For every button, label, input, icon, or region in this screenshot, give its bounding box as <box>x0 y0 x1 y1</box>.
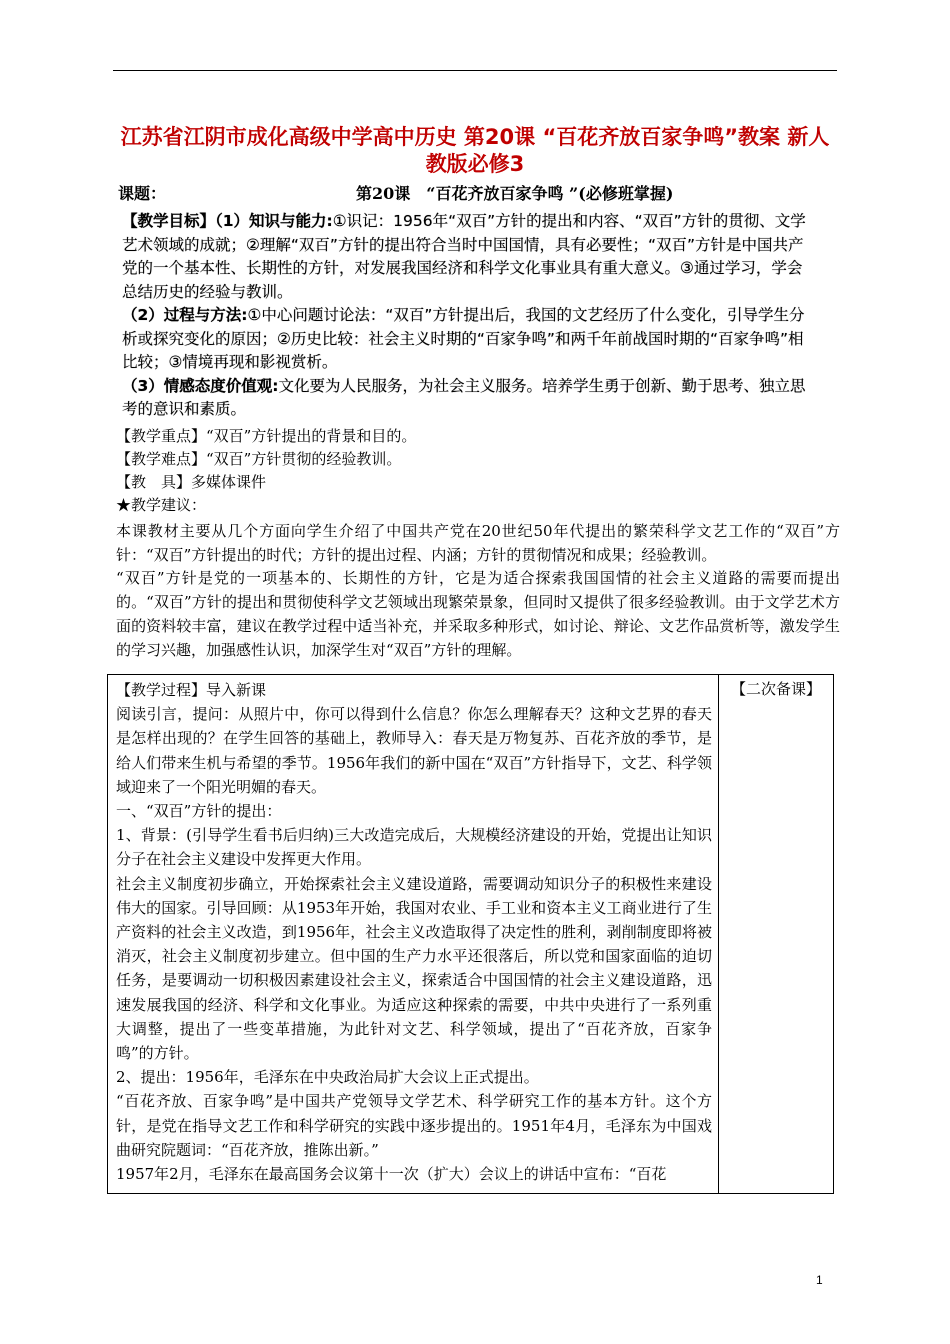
page-number: 1 <box>816 1273 823 1287</box>
key-info <box>116 425 840 517</box>
process-paragraph: 1957年2月，毛泽东在最高国务会议第十一次（扩大）会议上的讲话中宣布：“百花 <box>116 1165 667 1184</box>
tools: 【教 具】多媒体课件 <box>116 473 267 491</box>
goal-emotion-head: （3）情感态度价值观: <box>122 376 279 395</box>
process-paragraph: 1、背景：(引导学生看书后归纳)三大改造完成后，大规模经济建设的开始，党提出让知识分子在社会主义建设中发挥更大作用。 <box>116 826 712 869</box>
advice-heading: ★教学建议： <box>116 496 207 514</box>
key-point: 【教学重点】“双百”方针提出的背景和目的。 <box>116 427 417 445</box>
lesson-label: 课题： <box>118 184 167 203</box>
advice-paragraph: 本课教材主要从几个方面向学生介绍了中国共产党在20世纪50年代提出的繁荣科学文艺工作的“双百”方针：“双百”方针提出的时代；方针的提出过程、内涵；方针的贯彻情况和成果；经验教训。 <box>116 522 840 564</box>
advice-paragraph: “双百”方针是党的一项基本的、长期性的方针，它是为适合探索我国国情的社会主义道路的需要而提出的。“双百”方针的提出和贯彻使科学文艺领域出现繁荣景象，但同时又提供了很多经验教训。由于文学艺术方面的资料较丰富，建议在教学过程中适当补充，并采取多种形式，如讨论、辩论、文艺作品赏析等，激发学生的学习兴趣，加强感性认识，加深学生对“双百”方针的理解。 <box>116 569 840 659</box>
header-rule <box>113 70 837 71</box>
teaching-process-table <box>107 674 834 1194</box>
teaching-goals <box>122 210 812 422</box>
process-text <box>108 675 718 1186</box>
goal-process-text: ①中心问题讨论法：“双百”方针提出后，我国的文艺经历了什么变化，引导学生分析或探究变化的原因；②历史比较：社会主义时期的“百家争鸣”和两千年前战国时期的“百家争鸣”相比较；③情境再现和影视赏析。 <box>122 306 805 371</box>
goal-process <box>122 304 812 375</box>
lesson-value: 第20课 “百花齐放百家争鸣 ”(必修班掌握) <box>356 184 674 203</box>
teaching-advice <box>116 520 840 662</box>
process-paragraph: 社会主义制度初步确立，开始探索社会主义建设道路，需要调动知识分子的积极性来建设伟大的国家。引导回顾：从1953年开始，我国对农业、手工业和资本主义工商业进行了生产资料的社会主义改造，到1956年，社会主义改造取得了决定性的胜利，剥削制度即将被消灭，社会主义制度初步建立。但中国的生产力水平还很落后，所以党和国家面临的迫切任务，是要调动一切积极因素建设社会主义，探索适合中国国情的社会主义建设道路，迅速发展我国的经济、科学和文化事业。为适应这种探索的需要，中共中央进行了一系列重大调整，提出了一些变革措施，为此针对文艺、科学领域，提出了“百花齐放，百家争鸣”的方针。 <box>116 874 712 1063</box>
goal-emotion-text: 文化要为人民服务，为社会主义服务。培养学生勇于创新、勤于思考、独立思考的意识和素质。 <box>122 376 806 418</box>
process-paragraph: 2、提出：1956年，毛泽东在中央政治局扩大会议上正式提出。 <box>116 1068 539 1087</box>
process-paragraph: 一、“双百”方针的提出： <box>116 802 282 821</box>
goal-emotion <box>122 375 812 422</box>
process-paragraph: 阅读引言，提问：从照片中，你可以得到什么信息？你怎么理解春天？这种文艺界的春天是怎样出现的？在学生回答的基础上，教师导入：春天是万物复苏、百花齐放的季节，是给人们带来生机与希望的季节。1956年我们的新中国在“双百”方针指导下，文艺、科学领域迎来了一个阳光明媚的春天。 <box>116 705 712 796</box>
second-prep-heading: 【二次备课】 <box>730 680 821 698</box>
process-paragraph: 【教学过程】导入新课 <box>116 681 267 699</box>
goal-knowledge-head: 【教学目标】（1）知识与能力: <box>122 212 333 230</box>
process-main-column <box>108 675 719 1193</box>
goal-knowledge <box>122 210 812 304</box>
goal-knowledge-text: ①识记：1956年“双百”方针的提出和内容、“双百”方针的贯彻、文学艺术领域的成就；②理解“双百”方针的提出符合当时中国国情，具有必要性；“双百”方针是中国共产党的一个基本性、长期性的方针，对发展我国经济和科学文化事业具有重大意义。③通过学习，学会总结历史的经验与教训。 <box>122 212 806 301</box>
process-side-column <box>719 675 833 1193</box>
goal-process-head: （2）过程与方法: <box>122 306 248 324</box>
lesson-row <box>118 181 838 203</box>
difficulty: 【教学难点】“双百”方针贯彻的经验教训。 <box>116 450 402 468</box>
process-paragraph: “百花齐放、百家争鸣”是中国共产党领导文学艺术、科学研究工作的基本方针。这个方针，是党在指导文艺工作和科学研究的实践中逐步提出的。1951年4月，毛泽东为中国戏曲研究院题词：“百花齐放，推陈出新。” <box>116 1092 712 1159</box>
document-title: 江苏省江阴市成化高级中学高中历史 第20课 “百花齐放百家争鸣”教案 新人教版必修3 <box>120 125 830 176</box>
